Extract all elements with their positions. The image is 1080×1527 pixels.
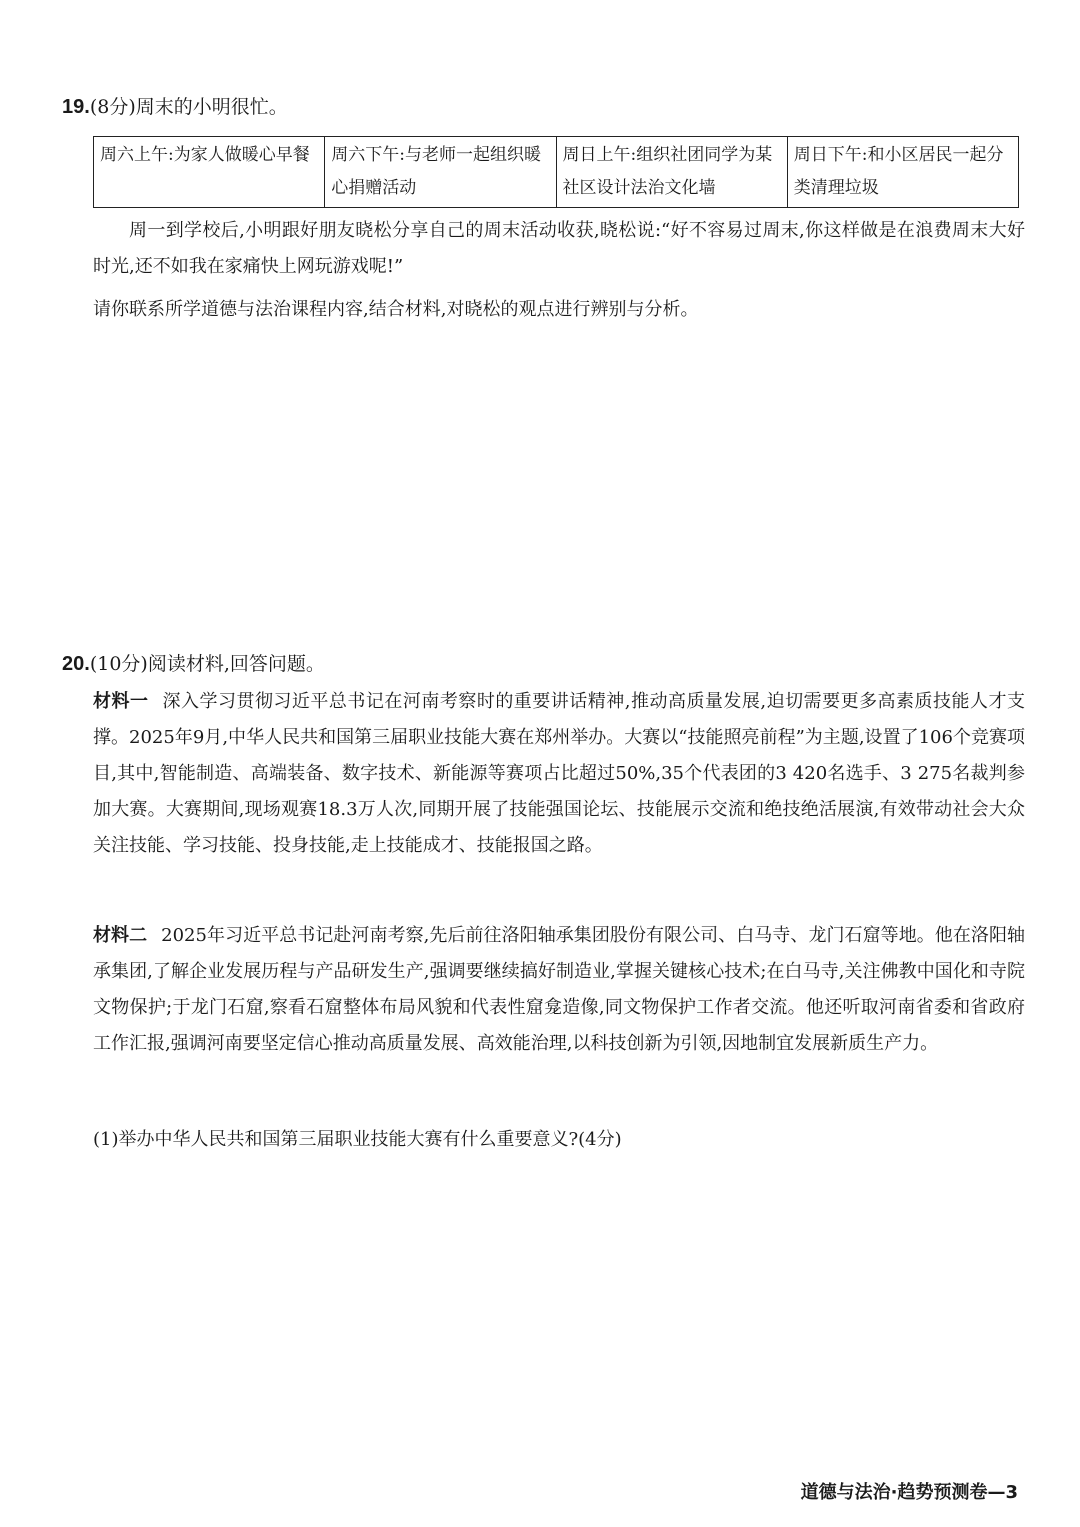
q20-number: 20. bbox=[62, 653, 90, 675]
q20-score: (10分) bbox=[89, 653, 148, 675]
schedule-cell: 周六下午:与老师一起组织暖心捐赠活动 bbox=[325, 137, 556, 208]
q20-material1 bbox=[93, 684, 1025, 864]
material2-label: 材料二 bbox=[93, 925, 148, 946]
q19-stem: 周末的小明很忙。 bbox=[135, 96, 288, 118]
q19-number: 19. bbox=[62, 96, 90, 118]
schedule-cell: 周六上午:为家人做暖心早餐 bbox=[94, 137, 325, 208]
page-footer: 道德与法治·趋势预测卷—3 bbox=[800, 1482, 1018, 1503]
weekend-schedule-table bbox=[93, 136, 1019, 208]
table-row bbox=[94, 137, 1019, 208]
q19-title bbox=[62, 93, 288, 121]
material1-text: 深入学习贯彻习近平总书记在河南考察时的重要讲话精神,推动高质量发展,迫切需要更多高素质技能人才支撑。2025年9月,中华人民共和国第三届职业技能大赛在郑州举办。大赛以“技能照亮前程”为主题,设置了106个竞赛项目,其中,智能制造、高端装备、数字技术、新能源等赛项占比超过50%,35个代表团的3 420名选手、3 275名裁判参加大赛。大赛期间,现场观赛18.3万人次,同期开展了技能强国论坛、技能展示交流和绝技绝活展演,有效带动社会大众关注技能、学习技能、投身技能,走上技能成才、技能报国之路。 bbox=[93, 691, 1025, 856]
material2-text: 2025年习近平总书记赴河南考察,先后前往洛阳轴承集团股份有限公司、白马寺、龙门石窟等地。他在洛阳轴承集团,了解企业发展历程与产品研发生产,强调要继续搞好制造业,掌握关键核心技术;在白马寺,关注佛教中国化和寺院文物保护;于龙门石窟,察看石窟整体布局风貌和代表性窟龛造像,同文物保护工作者交流。他还听取河南省委和省政府工作汇报,强调河南要坚定信心推动高质量发展、高效能治理,以科技创新为引领,因地制宜发展新质生产力。 bbox=[93, 925, 1025, 1054]
q20-subquestion-1: (1)举办中华人民共和国第三届职业技能大赛有什么重要意义?(4分) bbox=[93, 1129, 622, 1150]
q19-score: (8分) bbox=[89, 96, 136, 118]
q20-title bbox=[62, 650, 325, 678]
q19-passage: 周一到学校后,小明跟好朋友晓松分享自己的周末活动收获,晓松说:“好不容易过周末,你这样做是在浪费周末大好时光,还不如我在家痛快上网玩游戏呢!” bbox=[93, 220, 1025, 277]
material1-label: 材料一 bbox=[93, 691, 149, 712]
schedule-cell: 周日下午:和小区居民一起分类清理垃圾 bbox=[787, 137, 1018, 208]
schedule-cell: 周日上午:组织社团同学为某社区设计法治文化墙 bbox=[556, 137, 787, 208]
q20-stem: 阅读材料,回答问题。 bbox=[147, 653, 325, 675]
q19-task: 请你联系所学道德与法治课程内容,结合材料,对晓松的观点进行辨别与分析。 bbox=[93, 299, 699, 320]
q20-material2 bbox=[93, 918, 1025, 1062]
